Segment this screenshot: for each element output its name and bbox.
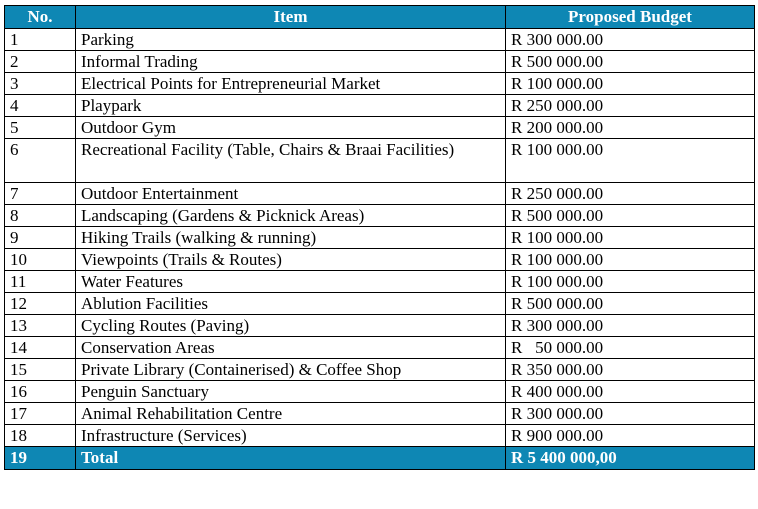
row-no: 4 [5,95,76,117]
row-budget: R 400 000.00 [506,381,755,403]
table-row [5,205,755,227]
row-budget: R 500 000.00 [506,51,755,73]
table-row [5,183,755,205]
table-row [5,249,755,271]
table-row [5,403,755,425]
table-row [5,139,755,183]
row-budget: R 100 000.00 [506,227,755,249]
row-no: 13 [5,315,76,337]
row-item: Animal Rehabilitation Centre [76,403,506,425]
table-row [5,381,755,403]
total-label: Total [76,447,506,470]
row-item: Private Library (Containerised) & Coffee Shop [76,359,506,381]
table-row [5,227,755,249]
row-budget: R 250 000.00 [506,95,755,117]
table-row [5,271,755,293]
row-budget: R 500 000.00 [506,205,755,227]
row-budget: R 350 000.00 [506,359,755,381]
row-no: 14 [5,337,76,359]
row-no: 1 [5,29,76,51]
row-no: 12 [5,293,76,315]
header-item: Item [76,6,506,29]
row-item: Water Features [76,271,506,293]
table-row [5,29,755,51]
row-item: Playpark [76,95,506,117]
table-row [5,337,755,359]
row-item: Conservation Areas [76,337,506,359]
row-item: Outdoor Entertainment [76,183,506,205]
row-budget: R 300 000.00 [506,29,755,51]
row-budget: R 100 000.00 [506,139,755,183]
row-no: 16 [5,381,76,403]
row-item: Informal Trading [76,51,506,73]
table-row [5,315,755,337]
row-item: Landscaping (Gardens & Picknick Areas) [76,205,506,227]
row-item: Recreational Facility (Table, Chairs & Braai Facilities) [76,139,506,183]
row-no: 7 [5,183,76,205]
table-row [5,293,755,315]
row-item: Electrical Points for Entrepreneurial Market [76,73,506,95]
budget-table-container [4,5,755,470]
row-no: 8 [5,205,76,227]
row-no: 17 [5,403,76,425]
table-body [5,29,755,447]
total-row [5,447,755,470]
row-item: Infrastructure (Services) [76,425,506,447]
table-footer [5,447,755,470]
table-row [5,51,755,73]
row-budget: R 250 000.00 [506,183,755,205]
header-no: No. [5,6,76,29]
row-item: Ablution Facilities [76,293,506,315]
row-item: Cycling Routes (Paving) [76,315,506,337]
row-budget: R 200 000.00 [506,117,755,139]
row-no: 10 [5,249,76,271]
row-no: 15 [5,359,76,381]
row-budget: R 500 000.00 [506,293,755,315]
row-no: 18 [5,425,76,447]
row-no: 6 [5,139,76,183]
row-budget: R 50 000.00 [506,337,755,359]
row-item: Hiking Trails (walking & running) [76,227,506,249]
table-row [5,425,755,447]
total-no: 19 [5,447,76,470]
table-row [5,359,755,381]
table-row [5,73,755,95]
row-no: 9 [5,227,76,249]
row-budget: R 100 000.00 [506,73,755,95]
table-row [5,95,755,117]
table-row [5,117,755,139]
row-budget: R 100 000.00 [506,249,755,271]
row-no: 5 [5,117,76,139]
total-budget: R 5 400 000,00 [506,447,755,470]
row-item: Parking [76,29,506,51]
table-header [5,6,755,29]
row-budget: R 900 000.00 [506,425,755,447]
row-budget: R 300 000.00 [506,403,755,425]
row-budget: R 100 000.00 [506,271,755,293]
row-no: 3 [5,73,76,95]
row-item: Outdoor Gym [76,117,506,139]
row-item: Penguin Sanctuary [76,381,506,403]
header-row [5,6,755,29]
header-budget: Proposed Budget [506,6,755,29]
row-item: Viewpoints (Trails & Routes) [76,249,506,271]
row-no: 11 [5,271,76,293]
budget-table [4,5,755,470]
row-budget: R 300 000.00 [506,315,755,337]
row-no: 2 [5,51,76,73]
